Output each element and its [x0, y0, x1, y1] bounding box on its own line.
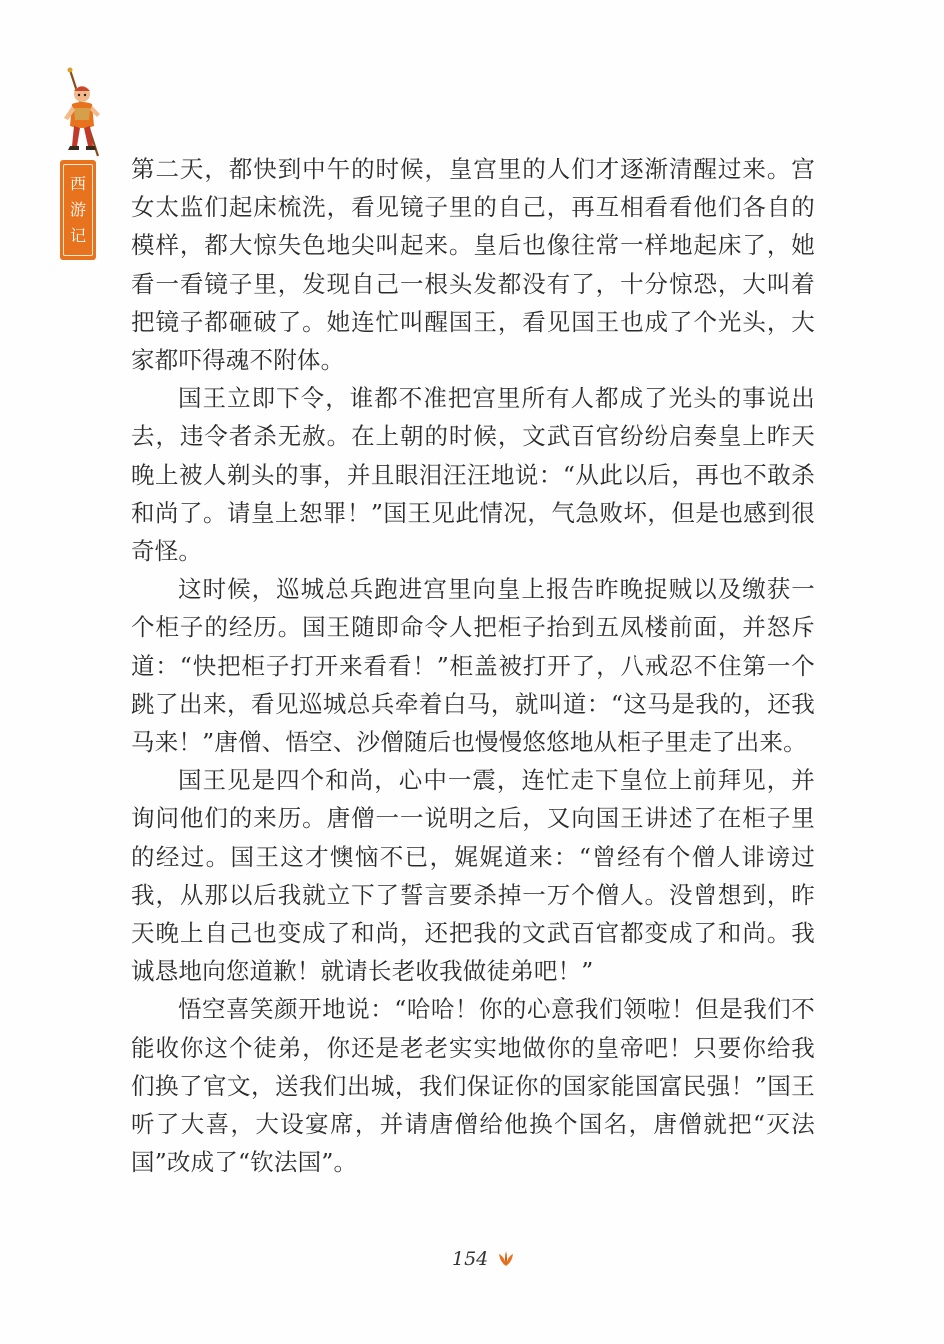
paragraph: 国王见是四个和尚，心中一震，连忙走下皇位上前拜见，并询问他们的来历。唐僧一一说明之后，又向国王讲述了在柜子里的经过。国王这才懊恼不已，娓娓道来：“曾经有个僧人诽谤过我，从那以后我就立下了誓言要杀掉一万个僧人。没曾想到，昨天晚上自己也变成了和尚，还把我的文武百官都变成了和尚。我诚恳地向您道歉！就请长老收我做徒弟吧！”: [131, 766, 815, 986]
book-title-char-1: 西: [69, 174, 86, 193]
book-title-char-3: 记: [69, 226, 86, 245]
page-number: 154: [452, 1248, 489, 1270]
leaf-ornament-icon: [496, 1250, 516, 1268]
body-text: [131, 150, 815, 1181]
paragraph: 第二天，都快到中午的时候，皇宫里的人们才逐渐清醒过来。宫女太监们起床梳洗，看见镜子里的自己，再互相看看他们各自的模样，都大惊失色地尖叫起来。皇后也像往常一样地起床了，她看一看镜子里，发现自己一根头发都没有了，十分惊恐，大叫着把镜子都砸破了。她连忙叫醒国王，看见国王也成了个光头，大家都吓得魂不附体。: [131, 155, 815, 375]
paragraph: 这时候，巡城总兵跑进宫里向皇上报告昨晚捉贼以及缴获一个柜子的经历。国王随即命令人把柜子抬到五凤楼前面，并怒斥道：“快把柜子打开来看看！”柜盖被打开了，八戒忍不住第一个跳了出来，看见巡城总兵牵着白马，就叫道：“这马是我的，还我马来！”唐僧、悟空、沙僧随后也慢慢悠悠地从柜子里走了出来。: [131, 575, 815, 757]
book-title-char-2: 游: [69, 200, 86, 219]
book-title-tab: [60, 160, 96, 260]
page-footer: [452, 1244, 516, 1274]
paragraph: 悟空喜笑颜开地说：“哈哈！你的心意我们领啦！但是我们不能收你这个徒弟，你还是老老实实地做你的皇帝吧！只要你给我们换了官文，送我们出城，我们保证你的国家能国富民强！”国王听了大喜，大设宴席，并请唐僧给他换个国名，唐僧就把“灭法国”改成了“钦法国”。: [131, 995, 815, 1177]
book-title-tab-frame: [63, 164, 93, 256]
paragraph: 国王立即下令，谁都不准把宫里所有人都成了光头的事说出去，违令者杀无赦。在上朝的时候，文武百官纷纷启奏皇上昨天晚上被人剃头的事，并且眼泪汪汪地说：“从此以后，再也不敢杀和尚了。请皇上恕罪！”国王见此情况，气急败坏，但是也感到很奇怪。: [131, 384, 815, 566]
monkey-king-figure-icon: [52, 64, 116, 160]
